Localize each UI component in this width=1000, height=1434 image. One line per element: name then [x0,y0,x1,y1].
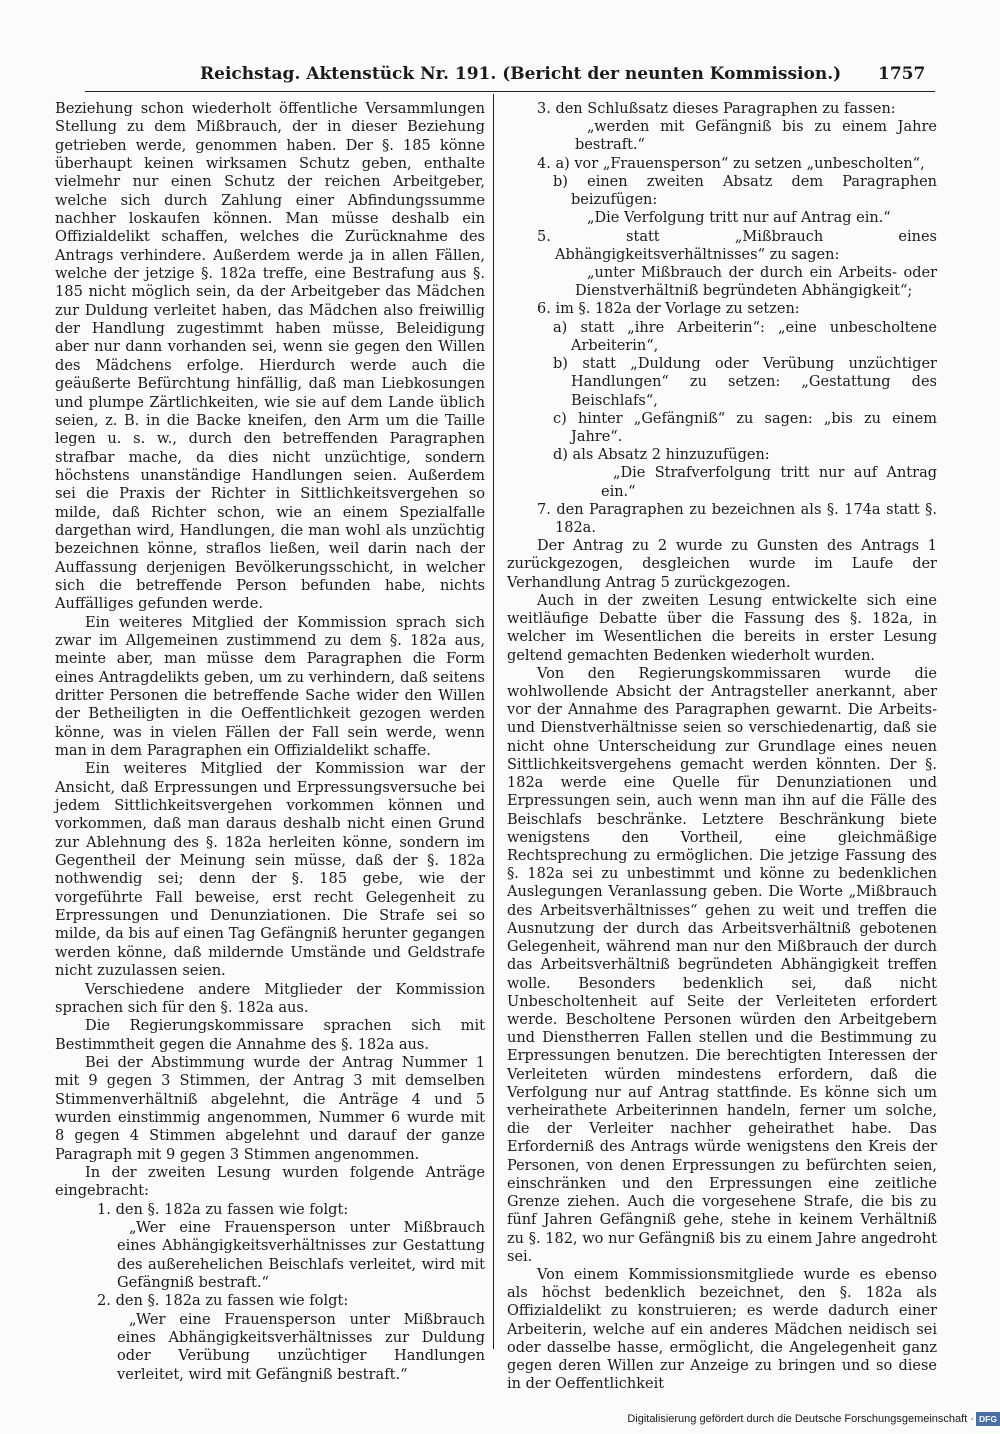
quoted-text: „unter Mißbrauch der durch ein Arbeits- oder Dienstverhältniß begründeten Abhängigkeit“; [575,264,937,300]
paragraph: Ein weiteres Mitglied der Kommission war der Ansicht, daß Erpressungen und Erpressungsversuche bei jedem Sittlichkeitsvergehen vorkommen können und vorkommen, daß man daraus deshalb nicht einen Grund zur Ablehnung des §. 182a herleiten könne, sondern im Gegentheil der Meinung sein müsse, daß der §. 182a nothwendig sei; denn der §. 185 gebe, wie der vorgeführte Fall beweise, erst recht Gelegenheit zu Erpressungen und Denunziationen. Die Strafe sei so milde, da bis auf einen Tag Gefängniß herunter gegangen werden könne, daß mildernde Umstände und Geldstrafe nicht zuzulassen seien. [55,760,485,980]
dfg-logo: DFG [976,1412,1000,1426]
paragraph: Der Antrag zu 2 wurde zu Gunsten des Antrags 1 zurückgezogen, desgleichen wurde im Laufe der Verhandlung Antrag 5 zurückgezogen. [507,538,937,591]
list-item: 7. den Paragraphen zu bezeichnen als §. 174a statt §. 182a. [537,501,937,537]
list-item: 1. den §. 182a zu fassen wie folgt: [97,1200,349,1218]
sub-item: b) statt „Duldung oder Verübung unzüchtiger Handlungen“ zu setzen: „Gestattung des Beischlafs“, [553,356,937,409]
header-rule [85,91,935,92]
credit-text: Digitalisierung gefördert durch die Deutsche Forschungsgemeinschaft · [627,1413,974,1425]
header-title: Reichstag. Aktenstück Nr. 191. (Bericht der neunten Kommission.) [200,64,842,84]
sub-item: d) als Absatz 2 hinzuzufügen: [553,447,770,464]
page-number: 1757 [878,64,926,84]
sub-item: b) einen zweiten Absatz dem Paragraphen beizufügen: [553,173,937,209]
list-item: 6. im §. 182a der Vorlage zu setzen: [537,301,800,318]
paragraph: Von den Regierungskommissaren wurde die wohlwollende Absicht der Antragsteller anerkannt, aber vor der Annahme des Paragraphen gewarnt. Die Arbeits- und Dienstverhältnisse seien so verschiedenartig, daß sie nicht ohne Unterscheidung zur Grundlage eines neuen Sittlichkeitsvergehens gemacht werden könnten. Der §. 182a werde eine Quelle für Denunziationen und Erpressungen sein, auch wenn man ihn auf die Fälle des Beischlafs beschränke. Letztere Beschränkung biete wenigstens den Vortheil, eine gleichmäßige Rechtsprechung zu ermöglichen. Die jetzige Fassung des §. 182a sei zu unbestimmt und könne zu bedenklichen Auslegungen Veranlassung geben. Die Worte „Mißbrauch des Arbeitsverhältnisses“ gehen zu weit und treffen die Ausnutzung der durch das Arbeitsverhältniß gebotenen Gelegenheit, während man nur den Mißbrauch der durch das Arbeitsverhältniß begründeten Abhängigkeit treffen wolle. Besonders bedenklich sei, daß nicht Unbescholtenheit auf Seite der Verleiteten erfordert werde. Bescholtene Personen würden den Arbeitgebern und Dienstherren Fallen stellen und die Bestimmung zu Erpressungen benutzen. Die berechtigten Interessen der Verleiteten würden mindestens erfordern, daß die Verfolgung nur auf Antrag stattfinde. Es könne sich um verheirathete Arbeiterinnen handeln, ferner um solche, die der Verleiter nachher geheirathet habe. Das Erforderniß des Antrags würde wenigstens den Kreis der Personen, von denen Erpressungen zu befürchten seien, einschränken und den Erpressungen eine zeitliche Grenze ziehen. Auch die vorgesehene Strafe, die bis zu fünf Jahren Gefängniß gehe, stehe in keinem Verhältniß zu §. 182, wo nur Gefängniß bis zu einem Jahre angedroht sei. [507,665,937,1265]
paragraph: Auch in der zweiten Lesung entwickelte sich eine weitläufige Debatte über die Fassung des §. 182a, in welcher im Wesentlichen die bereits in erster Lesung geltend gemachten Bedenken wiederholt wurden. [507,592,937,664]
paragraph: Verschiedene andere Mitglieder der Kommission sprachen sich für den §. 182a aus. [55,980,485,1016]
paragraph: Ein weiteres Mitglied der Kommission sprach sich zwar im Allgemeinen zustimmend zu dem §. 182a aus, meinte aber, man müsse dem Paragraphen die Form eines Antragdelikts geben, um zu verhindern, daß seitens dritter Personen die betreffende Sache wider den Willen der Betheiligten in die Oeffentlichkeit gezogen werden könne, was in vielen Fällen der Fall sein werde, wenn man in dem Paragraphen ein Offizialdelikt schaffe. [55,613,485,760]
digitization-credit [612,1413,1000,1427]
paragraph: Die Regierungskommissare sprachen sich mit Bestimmtheit gegen die Annahme des §. 182a aus. [55,1017,485,1053]
quoted-text: „Wer eine Frauensperson unter Mißbrauch eines Abhängigkeitsverhältnisses zur Gestattung des außerehelichen Beischlafs verleitet, wird mit Gefängniß bestraft.“ [117,1218,485,1291]
right-column [507,100,937,1394]
paragraph: Von einem Kommissionsmitgliede wurde es ebenso als höchst bedenklich bezeichnet, den §. 182a als Offizialdelikt zu konstruieren; es werde dadurch einer Arbeiterin, welche auf ein anderes Mädchen neidisch sei oder dasselbe hasse, ermöglicht, die Angelegenheit ganz gegen deren Willen zur Anzeige zu bringen und so diese in der Oeffentlichkeit [507,1267,937,1393]
paragraph: In der zweiten Lesung wurden folgende Anträge eingebracht: [55,1163,485,1200]
quoted-text: „werden mit Gefängniß bis zu einem Jahre bestraft.“ [575,119,937,154]
quoted-text: „Wer eine Frauensperson unter Mißbrauch eines Abhängigkeitsverhältnisses zur Duldung oder Verübung unzüchtiger Handlungen verleitet, wird mit Gefängniß bestraft.“ [117,1310,485,1383]
sub-item: c) hinter „Gefängniß“ zu sagen: „bis zu einem Jahre“. [553,410,937,445]
column-divider [493,94,494,1349]
left-column [55,100,485,1384]
list-item: 2. den §. 182a zu fassen wie folgt: [97,1292,349,1310]
list-item: 5. statt „Mißbrauch eines Abhängigkeitsverhältnisses“ zu sagen: [537,228,937,263]
paragraph: Bei der Abstimmung wurde der Antrag Nummer 1 mit 9 gegen 3 Stimmen, der Antrag 3 mit demselben Stimmenverhältniß abgelehnt, die Anträge 4 und 5 wurden einstimmig angenommen, Nummer 6 wurde mit 8 gegen 4 Stimmen abgelehnt und darauf der ganze Paragraph mit 9 gegen 3 Stimmen angenommen. [55,1053,485,1163]
quoted-text: „Die Strafverfolgung tritt nur auf Antrag ein.“ [601,465,937,500]
sub-item: a) statt „ihre Arbeiterin“: „eine unbescholtene Arbeiterin“, [553,319,937,354]
list-item: 4. a) vor „Frauensperson“ zu setzen „unbescholten“, [537,155,925,172]
paragraph: Beziehung schon wiederholt öffentliche Versammlungen Stellung zu dem Mißbrauch, der in dieser Beziehung getrieben werde, genommen haben. Der §. 185 könne überhaupt keinen wirksamen Schutz geben, enthalte vielmehr nur einen Schutz der reichen Arbeitgeber, welche sich durch Zahlung einer Abfindungssumme nachher loskaufen können. Man müsse deshalb ein Offizialdelikt schaffen, welches die Zurücknahme des Antrags verhindere. Außerdem werde ja in allen Fällen, welche der jetzige §. 182a treffe, eine Bestrafung aus §. 185 nicht möglich sein, da der Arbeitgeber das Mädchen zur Duldung verleitet haben, das Mädchen also freiwillig der Handlung zugestimmt haben müsse, Beleidigung aber nur dann vorhanden sei, wenn sie gegen den Willen des Mädchens erfolge. Hierdurch werde auch die geäußerte Befürchtung hinfällig, daß man Liebkosungen und plumpe Zärtlichkeiten, wie sie auf dem Lande üblich seien, z. B. in die Backe kneifen, den Arm um die Taille legen u. s. w., durch den betreffenden Paragraphen strafbar mache, da dies nicht unzüchtige, sondern höchstens unanständige Handlungen seien. Außerdem sei die Praxis der Richter in Sittlichkeitsvergehen so milde, daß Richter schon, wie an einem Spezialfalle dargethan wird, Handlungen, die man wohl als unzüchtig bezeichnen könne, straflos ließen, weil darin nach der Auffassung derjenigen Bevölkerungsschicht, in welcher sich die betreffende Person befunden habe, nichts Auffälliges gefunden werde. [55,100,485,613]
quoted-text: „Die Verfolgung tritt nur auf Antrag ein.“ [587,210,891,227]
running-header [0,58,1000,88]
list-item: 3. den Schlußsatz dieses Paragraphen zu fassen: [537,101,896,117]
